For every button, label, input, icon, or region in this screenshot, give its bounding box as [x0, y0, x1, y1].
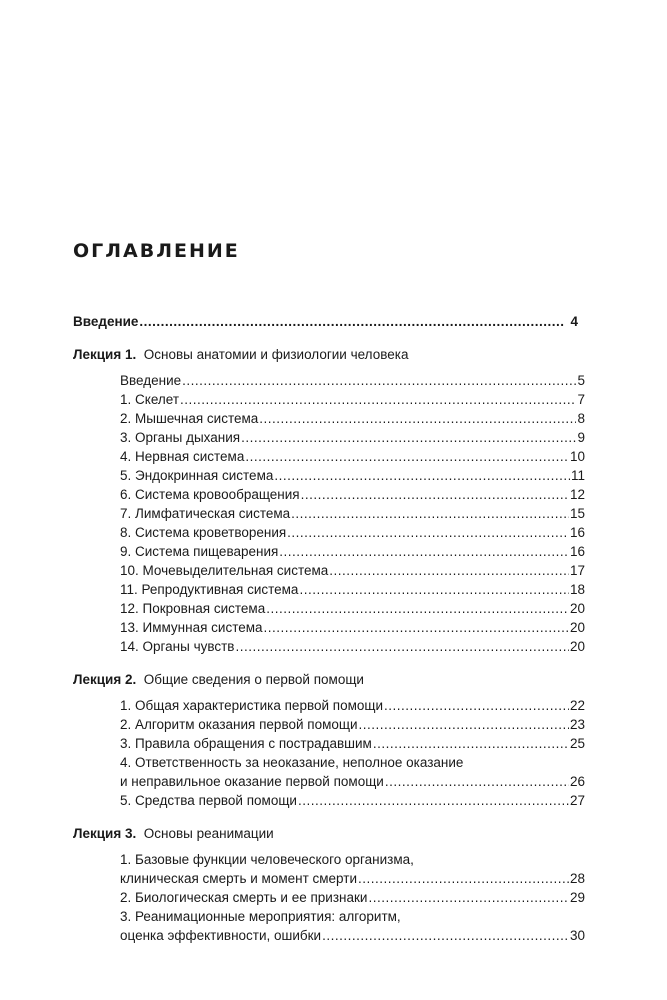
lecture-list — [73, 345, 588, 945]
toc-entry[interactable] — [120, 715, 585, 734]
toc-entry-label: 3. Органы дыхания — [120, 430, 241, 445]
toc-entry-page: 8 — [577, 411, 585, 426]
lecture-title: Основы реанимации — [143, 826, 274, 841]
toc-leader-dots — [245, 447, 569, 466]
toc-entry-label: 6. Система кровообращения — [120, 487, 300, 502]
toc-entry-page: 17 — [569, 563, 585, 578]
toc-entry-page: 7 — [577, 392, 585, 407]
toc-leader-dots — [368, 888, 569, 907]
toc-entry-page: 4 — [570, 314, 578, 329]
toc-entry-label: 5. Средства первой помощи — [120, 793, 297, 808]
toc-entry[interactable] — [120, 485, 585, 504]
toc-entry[interactable] — [120, 428, 585, 447]
toc-entry-label: оценка эффективности, ошибки — [120, 928, 322, 943]
toc-entry[interactable] — [120, 772, 585, 791]
lecture-section — [73, 824, 588, 945]
toc-entry-label: 11. Репродуктивная система — [120, 582, 299, 597]
toc-entry-page: 20 — [569, 601, 585, 616]
toc-entry[interactable] — [120, 561, 585, 580]
toc-entry-label: Введение — [120, 373, 182, 388]
toc-entry[interactable] — [120, 869, 585, 888]
toc-entry-page: 29 — [569, 890, 585, 905]
toc-entry-page: 5 — [577, 373, 585, 388]
toc-entry[interactable] — [120, 926, 585, 945]
toc-leader-dots — [359, 715, 569, 734]
lecture-title: Общие сведения о первой помощи — [143, 672, 364, 687]
toc-entry-page: 15 — [569, 506, 585, 521]
toc-leader-dots — [298, 791, 569, 810]
lecture-items — [120, 850, 585, 945]
toc-leader-dots — [287, 523, 569, 542]
lecture-items — [120, 371, 585, 656]
toc-entry[interactable] — [120, 791, 585, 810]
toc-entry[interactable] — [120, 888, 585, 907]
toc-leader-dots — [264, 618, 569, 637]
toc-entry-label: клиническая смерть и момент смерти — [120, 871, 357, 886]
toc-leader-dots — [322, 926, 569, 945]
toc-entry[interactable] — [120, 371, 585, 390]
toc-leader-dots — [274, 466, 570, 485]
toc-leader-dots — [139, 312, 565, 331]
toc-entry-page: 22 — [569, 698, 585, 713]
toc-leader-dots — [266, 599, 569, 618]
toc-entry-page: 23 — [569, 717, 585, 732]
toc-leader-dots — [329, 561, 569, 580]
toc-entry-label: 9. Система пищеварения — [120, 544, 279, 559]
toc-leader-dots — [373, 734, 569, 753]
toc-entry[interactable] — [120, 504, 585, 523]
toc-leader-dots — [180, 390, 576, 409]
toc-leader-dots — [259, 409, 576, 428]
toc-entry-lead: 4. Ответственность за неоказание, неполное оказание — [120, 755, 464, 770]
lecture-section — [73, 670, 588, 810]
toc-entry-page: 20 — [569, 639, 585, 654]
toc-entry-label: 2. Мышечная система — [120, 411, 259, 426]
lecture-heading[interactable] — [73, 670, 588, 689]
lecture-number: Лекция 3. — [73, 826, 137, 841]
toc-entry-label: 1. Скелет — [120, 392, 179, 407]
toc-leader-dots — [241, 428, 576, 447]
lecture-number: Лекция 1. — [73, 347, 137, 362]
toc-entry[interactable] — [120, 466, 585, 485]
toc-entry-label: 5. Эндокринная система — [120, 468, 274, 483]
toc-entry-label: 3. Правила обращения с пострадавшим — [120, 736, 372, 751]
toc-entry-label: 8. Система кроветворения — [120, 525, 287, 540]
toc-entry[interactable] — [120, 542, 585, 561]
toc-entry-page: 16 — [569, 544, 585, 559]
lecture-number: Лекция 2. — [73, 672, 137, 687]
toc-entry-label: 2. Биологическая смерть и ее признаки — [120, 890, 368, 905]
toc-entry[interactable] — [120, 734, 585, 753]
toc-entry[interactable] — [120, 599, 585, 618]
toc-entry-label: 7. Лимфатическая система — [120, 506, 291, 521]
toc-leader-dots — [182, 371, 576, 390]
toc-entry-label: 2. Алгоритм оказания первой помощи — [120, 717, 358, 732]
toc-entry-label: 10. Мочевыделительная система — [120, 563, 329, 578]
toc-entry-label: 4. Нервная система — [120, 449, 245, 464]
toc-entry-label: 13. Иммунная система — [120, 620, 263, 635]
toc-entry-page: 12 — [569, 487, 585, 502]
toc-entry-page: 25 — [569, 736, 585, 751]
lecture-section — [73, 345, 588, 656]
toc-entry[interactable] — [120, 447, 585, 466]
toc-entry-label: Введение — [73, 314, 139, 329]
toc-entry-page: 16 — [569, 525, 585, 540]
toc-leader-dots — [385, 772, 569, 791]
toc-entry-page: 9 — [577, 430, 585, 445]
toc-entry[interactable] — [120, 618, 585, 637]
toc-leader-dots — [301, 485, 569, 504]
toc-leader-dots — [299, 580, 569, 599]
toc-entry-page: 20 — [569, 620, 585, 635]
lecture-items — [120, 696, 585, 810]
lecture-heading[interactable] — [73, 824, 588, 843]
toc-leader-dots — [358, 869, 569, 888]
lecture-title: Основы анатомии и физиологии человека — [143, 347, 409, 362]
toc-entry-lead: 1. Базовые функции человеческого организма, — [120, 852, 414, 867]
toc-entry-page: 18 — [569, 582, 585, 597]
toc-entry-label: и неправильное оказание первой помощи — [120, 774, 384, 789]
toc-entry[interactable] — [120, 580, 585, 599]
toc-entry-label: 12. Покровная система — [120, 601, 266, 616]
toc-entry-intro[interactable] — [73, 312, 588, 331]
toc-entry-page: 30 — [569, 928, 585, 943]
toc-entry[interactable] — [120, 390, 585, 409]
toc-entry[interactable] — [120, 523, 585, 542]
toc-leader-dots — [279, 542, 569, 561]
toc-entry-page: 11 — [570, 468, 585, 483]
toc-leader-dots — [384, 696, 569, 715]
toc-leader-dots — [291, 504, 569, 523]
toc — [73, 312, 588, 945]
toc-entry-label: 1. Общая характеристика первой помощи — [120, 698, 384, 713]
toc-entry[interactable] — [120, 637, 585, 656]
page-title: ОГЛАВЛЕНИЕ — [73, 240, 240, 262]
toc-leader-dots — [235, 637, 568, 656]
toc-entry[interactable] — [120, 409, 585, 428]
toc-entry-page: 10 — [569, 449, 585, 464]
toc-entry-label: 14. Органы чувств — [120, 639, 235, 654]
toc-entry-page: 28 — [569, 871, 585, 886]
toc-entry-lead: 3. Реанимационные мероприятия: алгоритм, — [120, 909, 401, 924]
lecture-heading[interactable] — [73, 345, 588, 364]
toc-entry-page: 26 — [569, 774, 585, 789]
toc-entry-page: 27 — [569, 793, 585, 808]
toc-entry[interactable] — [120, 696, 585, 715]
